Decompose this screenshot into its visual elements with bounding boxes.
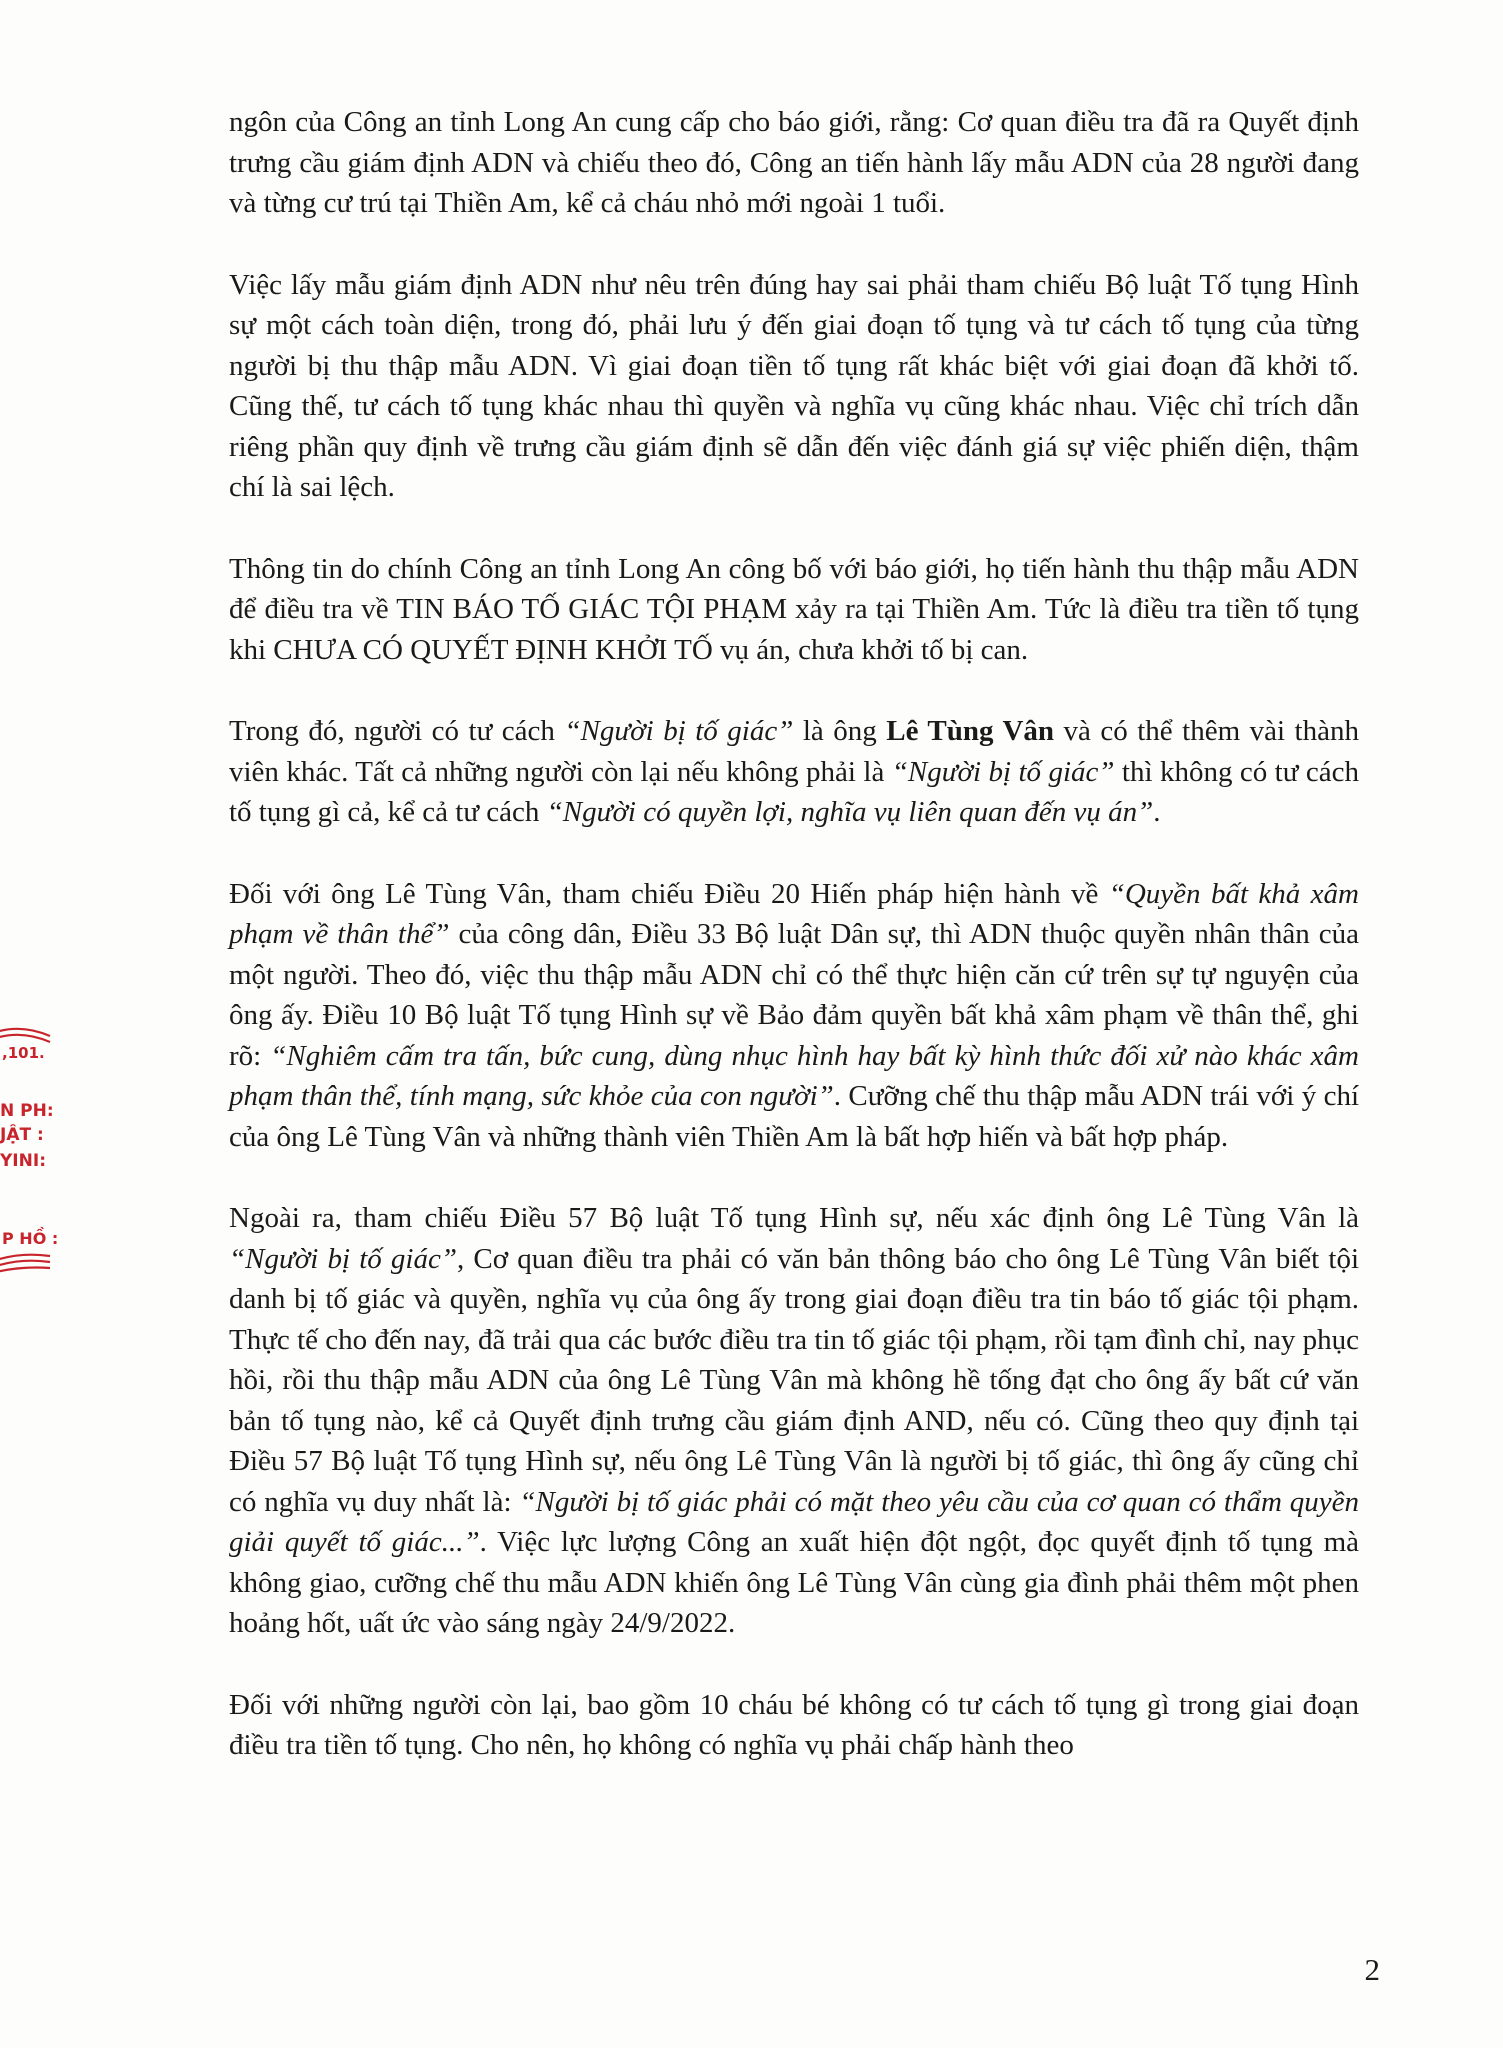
quoted-text: “Nghiêm cấm tra tấn, bức cung, dùng nhục hình hay bất kỳ hình thức đối xử nào khác xâm phạm thân thể, tính mạng, sức khỏe của con người” (229, 1039, 1359, 1112)
paragraph-4 (229, 711, 1359, 833)
quoted-text: “Người bị tố giác” (564, 715, 794, 747)
quoted-text: “Người bị tố giác” (229, 1242, 457, 1275)
stamp-text-5: P HỒ : (2, 1229, 59, 1248)
stamp-text-3: JẬT : (0, 1125, 44, 1145)
paragraph-7 (229, 1685, 1359, 1766)
paragraph-1 (229, 102, 1359, 224)
text-run: Trong đó, người có tư cách (229, 715, 565, 747)
text-run: ngôn của Công an tỉnh Long An cung cấp cho báo giới, rằng: Cơ quan điều tra đã ra Quyết định trưng cầu giám định ADN và chiếu theo đó, Công an tiến hành lấy mẫu ADN của 28 người đang và từng cư trú tại Thiền Am, kể cả cháu nhỏ mới ngoài 1 tuổi. (229, 106, 1359, 219)
text-run: của công dân, Điều 33 Bộ luật Dân sự, thì ADN thuộc quyền nhân thân của một người. Theo đó, việc thu thập mẫu ADN chỉ có thể thực hiện căn cứ trên sự tự nguyện của ông ấy. Điều 10 Bộ luật Tố tụng Hình sự về Bảo đảm quyền bất khả xâm phạm về thân thể, ghi rõ: (229, 918, 1359, 1072)
text-run: thì không có tư cách tố tụng gì cả, kể cả tư cách (229, 755, 1359, 828)
paragraph-3 (229, 549, 1359, 671)
text-run: và có thể thêm vài thành viên khác. Tất cả những người còn lại nếu không phải là (229, 715, 1359, 788)
stamp-text-2: N PH: (0, 1101, 54, 1121)
text-run: là ông (793, 715, 887, 747)
text-run: , Cơ quan điều tra phải có văn bản thông báo cho ông Lê Tùng Vân biết tội danh bị tố giác và quyền, nghĩa vụ của ông ấy trong giai đoạn điều tra tin báo tố giác tội phạm. Thực tế cho đến nay, đã trải qua các bước điều tra tin tố giác tội phạm, rồi tạm đình chỉ, nay phục hồi, rồi thu thập mẫu ADN của ông Lê Tùng Vân mà không hề tống đạt cho ông ấy bất cứ văn bản tố tụng nào, kể cả Quyết định trưng cầu giám định AND, nếu có. Cũng theo quy định tại Điều 57 Bộ luật Tố tụng Hình sự, nếu ông Lê Tùng Vân là người bị tố giác, thì ông ấy cũng chỉ có nghĩa vụ duy nhất là: (229, 1242, 1360, 1518)
text-run: Thông tin do chính Công an tỉnh Long An công bố với báo giới, họ tiến hành thu thập mẫu ADN để điều tra về TIN BÁO TỐ GIÁC TỘI PHẠM xảy ra tại Thiền Am. Tức là điều tra tiền tố tụng khi CHƯA CÓ QUYẾT ĐỊNH KHỞI TỐ vụ án, chưa khởi tố bị can. (229, 552, 1359, 666)
paragraph-5 (229, 874, 1359, 1158)
quoted-text: “Người có quyền lợi, nghĩa vụ liên quan đến vụ án” (546, 796, 1154, 828)
text-run: . Cưỡng chế thu thập mẫu ADN trái với ý chí của ông Lê Tùng Vân và những thành viên Thiền Am là bất hợp hiến và bất hợp pháp. (229, 1080, 1359, 1153)
stamp-text-1: ,101. (2, 1044, 45, 1062)
quoted-text: “Người bị tố giác phải có mặt theo yêu cầu của cơ quan có thẩm quyền giải quyết tố giác...” (229, 1485, 1359, 1558)
stamp-graphic (0, 1010, 59, 1310)
text-run: Ngoài ra, tham chiếu Điều 57 Bộ luật Tố tụng Hình sự, nếu xác định ông Lê Tùng Vân là (229, 1202, 1359, 1234)
bold-name: Lê Tùng Vân (886, 715, 1055, 747)
page-number: 2 (1364, 1952, 1380, 1987)
text-run: Đối với ông Lê Tùng Vân, tham chiếu Điều 20 Hiến pháp hiện hành về (229, 877, 1109, 910)
quoted-text: “Người bị tố giác” (891, 755, 1115, 788)
red-stamp (0, 1010, 59, 1310)
quoted-text: “Quyền bất khả xâm phạm về thân thể” (229, 877, 1359, 950)
paragraph-6 (229, 1198, 1359, 1644)
text-run: Đối với những người còn lại, bao gồm 10 cháu bé không có tư cách tố tụng gì trong giai đoạn điều tra tiền tố tụng. Cho nên, họ không có nghĩa vụ phải chấp hành theo (229, 1688, 1359, 1761)
text-run: . Việc lực lượng Công an xuất hiện đột ngột, đọc quyết định tố tụng mà không giao, cưỡng chế thu mẫu ADN khiến ông Lê Tùng Vân cùng gia đình phải thêm một phen hoảng hốt, uất ức vào sáng ngày 24/9/2022. (229, 1526, 1360, 1639)
paragraph-2 (229, 265, 1359, 508)
stamp-text-4: YINI: (0, 1151, 46, 1171)
text-run: . (1153, 796, 1161, 828)
document-body (229, 102, 1359, 1766)
text-run: Việc lấy mẫu giám định ADN như nêu trên đúng hay sai phải tham chiếu Bộ luật Tố tụng Hình sự một cách toàn diện, trong đó, phải lưu ý đến giai đoạn tố tụng và tư cách tố tụng của từng người bị thu thập mẫu ADN. Vì giai đoạn tiền tố tụng rất khác biệt với giai đoạn đã khởi tố. Cũng thế, tư cách tố tụng khác nhau thì quyền và nghĩa vụ cũng khác nhau. Việc chỉ trích dẫn riêng phần quy định về trưng cầu giám định sẽ dẫn đến việc đánh giá sự việc phiến diện, thậm chí là sai lệch. (229, 268, 1359, 503)
